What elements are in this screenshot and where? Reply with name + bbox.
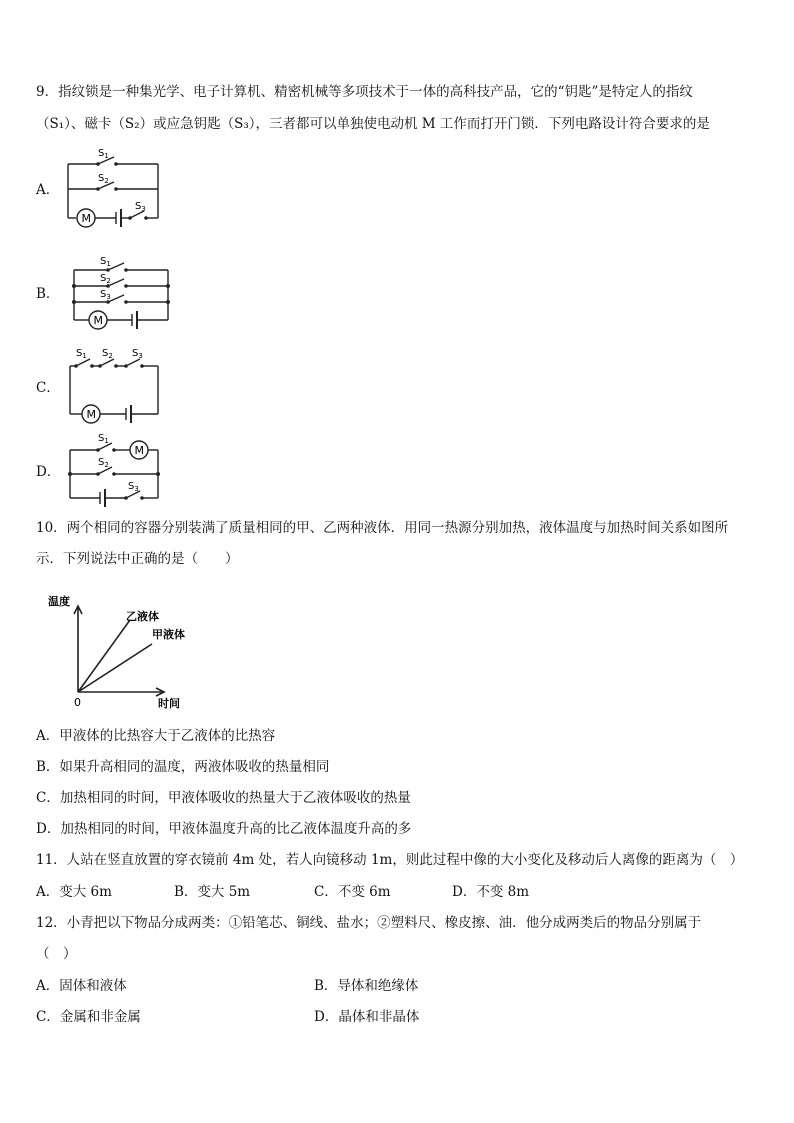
q11-option-d: D．不变 8m <box>452 884 530 900</box>
motor-label: M <box>81 212 91 225</box>
q10-temperature-time-graph <box>44 592 204 712</box>
q11-stem: 11．人站在竖直放置的穿衣镜前 4m 处，若人向镜移动 1m，则此过程中像的大小变化及移动后人离像的距离为（ ） <box>36 852 744 868</box>
motor-label: M <box>86 408 96 421</box>
s2-label: $S_2$ <box>98 173 109 185</box>
s1-label: $S_1$ <box>100 256 111 268</box>
series-yi-line <box>78 620 130 692</box>
q9-circuit-c <box>62 344 192 424</box>
q10-option-a: A．甲液体的比热容大于乙液体的比热容 <box>36 728 276 744</box>
q10-stem-line2: 示．下列说法中正确的是（ ） <box>36 551 239 567</box>
s3-label: $S_3$ <box>128 481 139 493</box>
q9-circuit-a <box>60 148 190 238</box>
series-yi-label: 乙液体 <box>126 610 159 623</box>
q9-circuit-d <box>62 430 192 510</box>
x-axis-label: 时间 <box>158 697 180 710</box>
series-jia-label: 甲液体 <box>152 628 185 641</box>
q11-option-c: C．不变 6m <box>314 884 391 900</box>
y-axis-label: 温度 <box>48 595 70 608</box>
q9-stem-line1: 9．指纹锁是一种集光学、电子计算机、精密机械等多项技术于一体的高科技产品，它的“钥匙”是特定人的指纹 <box>36 84 693 100</box>
s1-label: $S_1$ <box>76 348 87 360</box>
s3-label: $S_3$ <box>100 289 111 301</box>
q9-option-d-label: D． <box>36 464 61 480</box>
q12-stem-line1: 12．小青把以下物品分成两类：①铅笔芯、铜线、盐水；②塑料尺、橡皮擦、油．他分成两类后的物品分别属于 <box>36 915 702 931</box>
s2-label: $S_2$ <box>100 273 111 285</box>
q9-option-a-label: A． <box>36 182 60 198</box>
motor-label: M <box>93 314 103 327</box>
series-jia-line <box>78 644 152 692</box>
q9-option-b-label: B． <box>36 286 60 302</box>
s2-label: $S_2$ <box>98 457 109 469</box>
q10-option-d: D．加热相同的时间，甲液体温度升高的比乙液体温度升高的多 <box>36 821 412 837</box>
origin-label: 0 <box>74 696 81 709</box>
s3-label: $S_3$ <box>132 348 143 360</box>
s1-label: $S_1$ <box>98 433 109 445</box>
q12-option-d: D．晶体和非晶体 <box>314 1009 420 1025</box>
q11-option-a: A．变大 6m <box>36 884 112 900</box>
s3-label: $S_3$ <box>135 201 146 213</box>
q9-circuit-b <box>64 254 194 334</box>
q9-stem-line2: （S₁）、磁卡（S₂）或应急钥匙（S₃），三者都可以单独使电动机 M 工作而打开门锁．下列电路设计符合要求的是 <box>36 116 710 132</box>
q12-option-c: C．金属和非金属 <box>36 1009 141 1025</box>
q9-option-c-label: C． <box>36 380 60 396</box>
q11-option-b: B．变大 5m <box>174 884 251 900</box>
q12-option-a: A．固体和液体 <box>36 978 127 994</box>
motor-label: M <box>134 444 144 457</box>
s1-label: $S_1$ <box>98 148 109 160</box>
q12-stem-line2: （ ） <box>36 946 77 962</box>
s2-label: $S_2$ <box>102 348 113 360</box>
q10-option-c: C．加热相同的时间，甲液体吸收的热量大于乙液体吸收的热量 <box>36 790 411 806</box>
q12-option-b: B．导体和绝缘体 <box>314 978 419 994</box>
q10-option-b: B．如果升高相同的温度，两液体吸收的热量相同 <box>36 759 330 775</box>
q10-stem-line1: 10．两个相同的容器分别装满了质量相同的甲、乙两种液体．用同一热源分别加热，液体温度与加热时间关系如图所 <box>36 520 729 536</box>
